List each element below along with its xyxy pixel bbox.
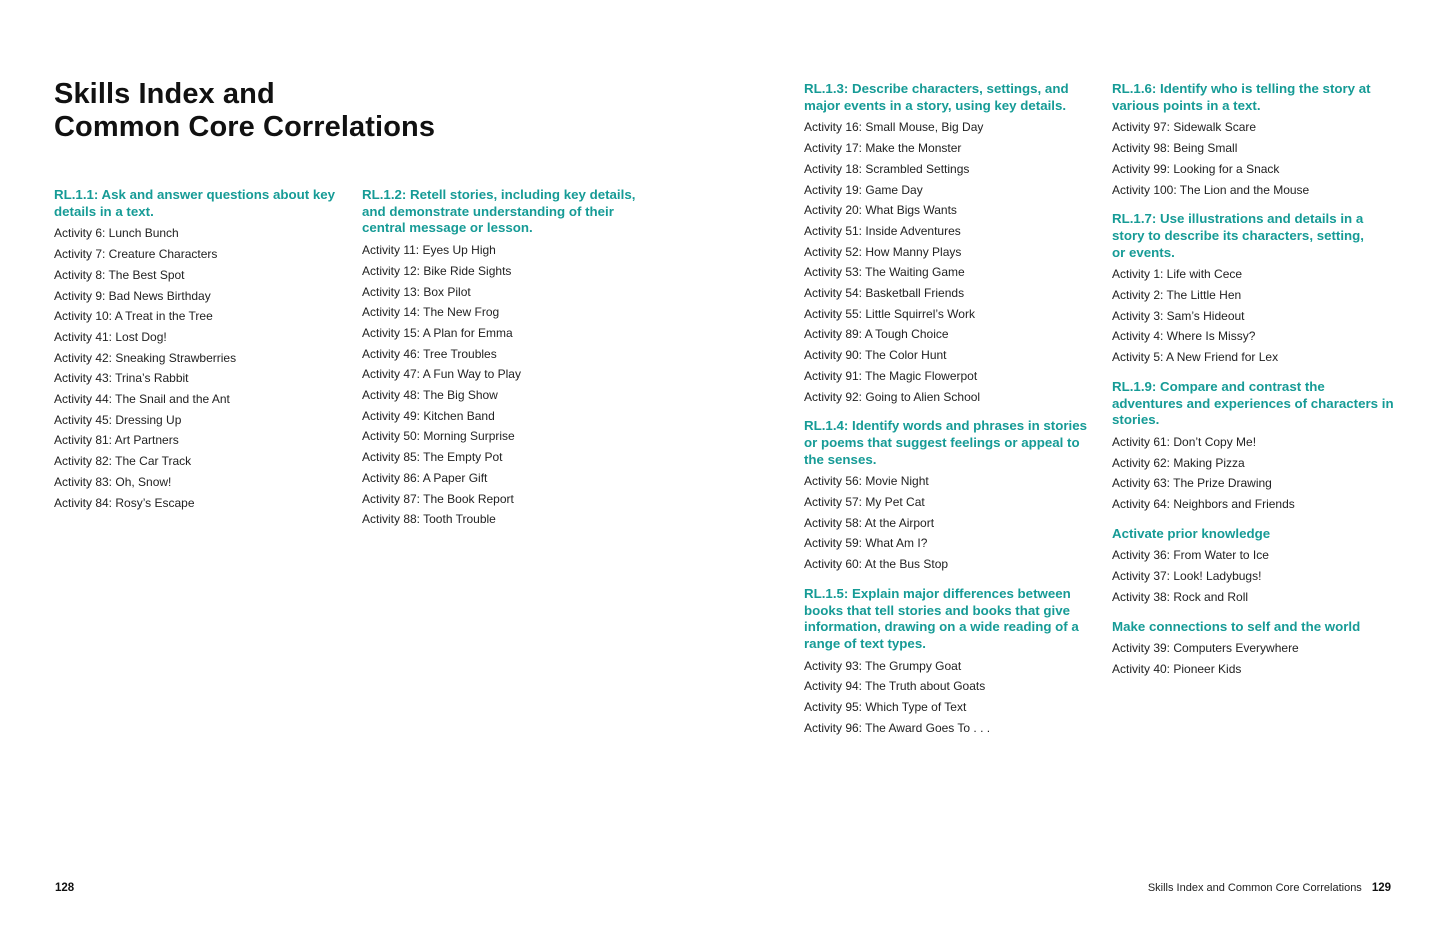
page-title xyxy=(54,78,435,144)
activity-item: Activity 97: Sidewalk Scare xyxy=(1112,120,1257,135)
activity-item: Activity 48: The Big Show xyxy=(362,388,498,403)
activity-list xyxy=(1112,545,1397,607)
activity-item: Activity 96: The Award Goes To . . . xyxy=(804,720,991,735)
column-1 xyxy=(54,187,339,524)
section-heading xyxy=(804,81,1089,114)
activity-item: Activity 45: Dressing Up xyxy=(54,412,182,427)
page-title-line-2: Common Core Correlations xyxy=(54,111,436,143)
activity-list xyxy=(1112,638,1397,679)
skill-section xyxy=(1112,619,1397,680)
activity-item: Activity 49: Kitchen Band xyxy=(362,408,495,423)
activity-item: Activity 64: Neighbors and Friends xyxy=(1112,497,1295,512)
section-heading-line: RL.1.3: Describe characters, settings, and xyxy=(804,81,1069,96)
skill-section xyxy=(1112,379,1397,515)
skill-section xyxy=(1112,211,1397,368)
activity-item: Activity 12: Bike Ride Sights xyxy=(362,263,512,278)
activity-item: Activity 44: The Snail and the Ant xyxy=(54,392,230,407)
section-heading-line: various points in a text. xyxy=(1112,97,1261,113)
activity-item: Activity 93: The Grumpy Goat xyxy=(804,658,962,673)
section-heading-line: central message or lesson. xyxy=(362,220,533,236)
activity-item: Activity 13: Box Pilot xyxy=(362,284,471,299)
skill-section xyxy=(54,187,339,513)
activity-item: Activity 7: Creature Characters xyxy=(54,247,218,262)
activity-item: Activity 10: A Treat in the Tree xyxy=(54,309,213,324)
activity-list xyxy=(804,471,1089,575)
activity-list xyxy=(804,117,1089,407)
section-heading xyxy=(804,586,1089,653)
activity-item: Activity 18: Scrambled Settings xyxy=(804,161,970,176)
activity-item: Activity 20: What Bigs Wants xyxy=(804,203,957,218)
activity-item: Activity 43: Trina’s Rabbit xyxy=(54,371,189,386)
section-heading-line: information, drawing on a wide reading of a xyxy=(804,619,1079,635)
activity-item: Activity 56: Movie Night xyxy=(804,474,929,489)
activity-item: Activity 40: Pioneer Kids xyxy=(1112,661,1242,676)
skill-section xyxy=(1112,526,1397,608)
activity-item: Activity 46: Tree Troubles xyxy=(362,346,497,361)
section-heading-line: stories. xyxy=(1112,412,1160,428)
activity-list xyxy=(1112,264,1397,368)
activity-item: Activity 47: A Fun Way to Play xyxy=(362,367,521,382)
section-heading xyxy=(804,418,1089,468)
activity-list xyxy=(54,223,339,513)
skill-section xyxy=(362,187,647,530)
section-heading-line: RL.1.5: Explain major differences between xyxy=(804,585,1071,601)
skill-section xyxy=(804,418,1089,575)
activity-item: Activity 62: Making Pizza xyxy=(1112,455,1245,470)
activity-item: Activity 82: The Car Track xyxy=(54,454,192,469)
section-heading xyxy=(362,187,647,237)
activity-item: Activity 55: Little Squirrel’s Work xyxy=(804,306,975,321)
activity-item: Activity 14: The New Frog xyxy=(362,305,500,320)
page-title-line-1: Skills Index and xyxy=(54,78,275,110)
activity-item: Activity 57: My Pet Cat xyxy=(804,495,925,510)
activity-item: Activity 63: The Prize Drawing xyxy=(1112,476,1272,491)
activity-item: Activity 19: Game Day xyxy=(804,182,923,197)
activity-item: Activity 84: Rosy’s Escape xyxy=(54,495,195,510)
activity-item: Activity 50: Morning Surprise xyxy=(362,429,515,444)
activity-list xyxy=(362,240,647,530)
section-heading-line: or poems that suggest feelings or appeal to xyxy=(804,434,1080,450)
activity-list xyxy=(804,656,1089,739)
activity-item: Activity 92: Going to Alien School xyxy=(804,389,981,404)
section-heading xyxy=(1112,211,1397,261)
activity-item: Activity 8: The Best Spot xyxy=(54,267,185,282)
section-heading-line: RL.1.2: Retell stories, including key details, xyxy=(362,187,636,202)
section-heading-line: the senses. xyxy=(804,451,877,467)
activity-item: Activity 17: Make the Monster xyxy=(804,141,962,156)
activity-list xyxy=(1112,117,1397,200)
activity-item: Activity 52: How Manny Plays xyxy=(804,244,962,259)
section-heading-line: RL.1.4: Identify words and phrases in stories xyxy=(804,418,1087,434)
activity-item: Activity 89: A Tough Choice xyxy=(804,327,949,342)
section-heading-line: RL.1.6: Identify who is telling the story at xyxy=(1112,81,1371,96)
section-heading-line: and demonstrate understanding of their xyxy=(362,203,614,219)
section-heading-line: Activate prior knowledge xyxy=(1112,525,1271,541)
activity-item: Activity 37: Look! Ladybugs! xyxy=(1112,569,1262,584)
section-heading-line: RL.1.1: Ask and answer questions about key xyxy=(54,187,336,202)
column-3 xyxy=(804,81,1089,750)
activity-item: Activity 90: The Color Hunt xyxy=(804,348,947,363)
activity-item: Activity 2: The Little Hen xyxy=(1112,288,1242,303)
activity-list xyxy=(1112,432,1397,515)
activity-item: Activity 59: What Am I? xyxy=(804,536,928,551)
column-2 xyxy=(362,187,647,541)
page-number-right: 129 xyxy=(1371,882,1391,894)
activity-item: Activity 5: A New Friend for Lex xyxy=(1112,350,1279,365)
section-heading-line: books that tell stories and books that give xyxy=(804,602,1070,618)
activity-item: Activity 15: A Plan for Emma xyxy=(362,325,513,340)
section-heading-line: details in a text. xyxy=(54,203,154,219)
activity-item: Activity 3: Sam’s Hideout xyxy=(1112,308,1245,323)
activity-item: Activity 38: Rock and Roll xyxy=(1112,589,1249,604)
section-heading xyxy=(1112,379,1397,429)
section-heading xyxy=(1112,81,1397,114)
activity-item: Activity 1: Life with Cece xyxy=(1112,267,1243,282)
activity-item: Activity 60: At the Bus Stop xyxy=(804,557,949,572)
activity-item: Activity 36: From Water to Ice xyxy=(1112,548,1269,563)
activity-item: Activity 6: Lunch Bunch xyxy=(54,226,179,241)
activity-item: Activity 58: At the Airport xyxy=(804,515,935,530)
running-footer xyxy=(1148,882,1391,894)
activity-item: Activity 100: The Lion and the Mouse xyxy=(1112,182,1310,197)
activity-item: Activity 88: Tooth Trouble xyxy=(362,512,496,527)
activity-item: Activity 41: Lost Dog! xyxy=(54,329,167,344)
section-heading-line: RL.1.7: Use illustrations and details in a xyxy=(1112,211,1364,227)
column-4 xyxy=(1112,81,1397,691)
activity-item: Activity 54: Basketball Friends xyxy=(804,286,965,301)
section-heading-line: Make connections to self and the world xyxy=(1112,618,1361,634)
activity-item: Activity 9: Bad News Birthday xyxy=(54,288,211,303)
activity-item: Activity 94: The Truth about Goats xyxy=(804,679,986,694)
activity-item: Activity 86: A Paper Gift xyxy=(362,470,488,485)
activity-item: Activity 53: The Waiting Game xyxy=(804,265,965,280)
section-heading-line: or events. xyxy=(1112,244,1175,260)
section-heading-line: adventures and experiences of characters in xyxy=(1112,395,1394,411)
activity-item: Activity 91: The Magic Flowerpot xyxy=(804,368,978,383)
activity-item: Activity 98: Being Small xyxy=(1112,141,1238,156)
activity-item: Activity 99: Looking for a Snack xyxy=(1112,161,1280,176)
section-heading-line: range of text types. xyxy=(804,635,926,651)
activity-item: Activity 61: Don’t Copy Me! xyxy=(1112,434,1257,449)
page-number-left: 128 xyxy=(55,882,75,894)
activity-item: Activity 83: Oh, Snow! xyxy=(54,474,172,489)
activity-item: Activity 85: The Empty Pot xyxy=(362,450,503,465)
running-title: Skills Index and Common Core Correlations xyxy=(1147,882,1362,894)
section-heading-line: RL.1.9: Compare and contrast the xyxy=(1112,378,1325,394)
activity-item: Activity 51: Inside Adventures xyxy=(804,223,961,238)
section-heading xyxy=(1112,619,1397,636)
activity-item: Activity 81: Art Partners xyxy=(54,433,179,448)
activity-item: Activity 11: Eyes Up High xyxy=(362,243,496,258)
activity-item: Activity 4: Where Is Missy? xyxy=(1112,329,1256,344)
section-heading xyxy=(54,187,339,220)
activity-item: Activity 39: Computers Everywhere xyxy=(1112,641,1299,656)
activity-item: Activity 16: Small Mouse, Big Day xyxy=(804,120,984,135)
section-heading-line: major events in a story, using key details. xyxy=(804,97,1067,113)
activity-item: Activity 95: Which Type of Text xyxy=(804,700,967,715)
skill-section xyxy=(1112,81,1397,200)
section-heading xyxy=(1112,526,1397,543)
skill-section xyxy=(804,586,1089,739)
activity-item: Activity 42: Sneaking Strawberries xyxy=(54,350,237,365)
skill-section xyxy=(804,81,1089,407)
activity-item: Activity 87: The Book Report xyxy=(362,491,514,506)
section-heading-line: story to describe its characters, setting, xyxy=(1112,227,1364,243)
